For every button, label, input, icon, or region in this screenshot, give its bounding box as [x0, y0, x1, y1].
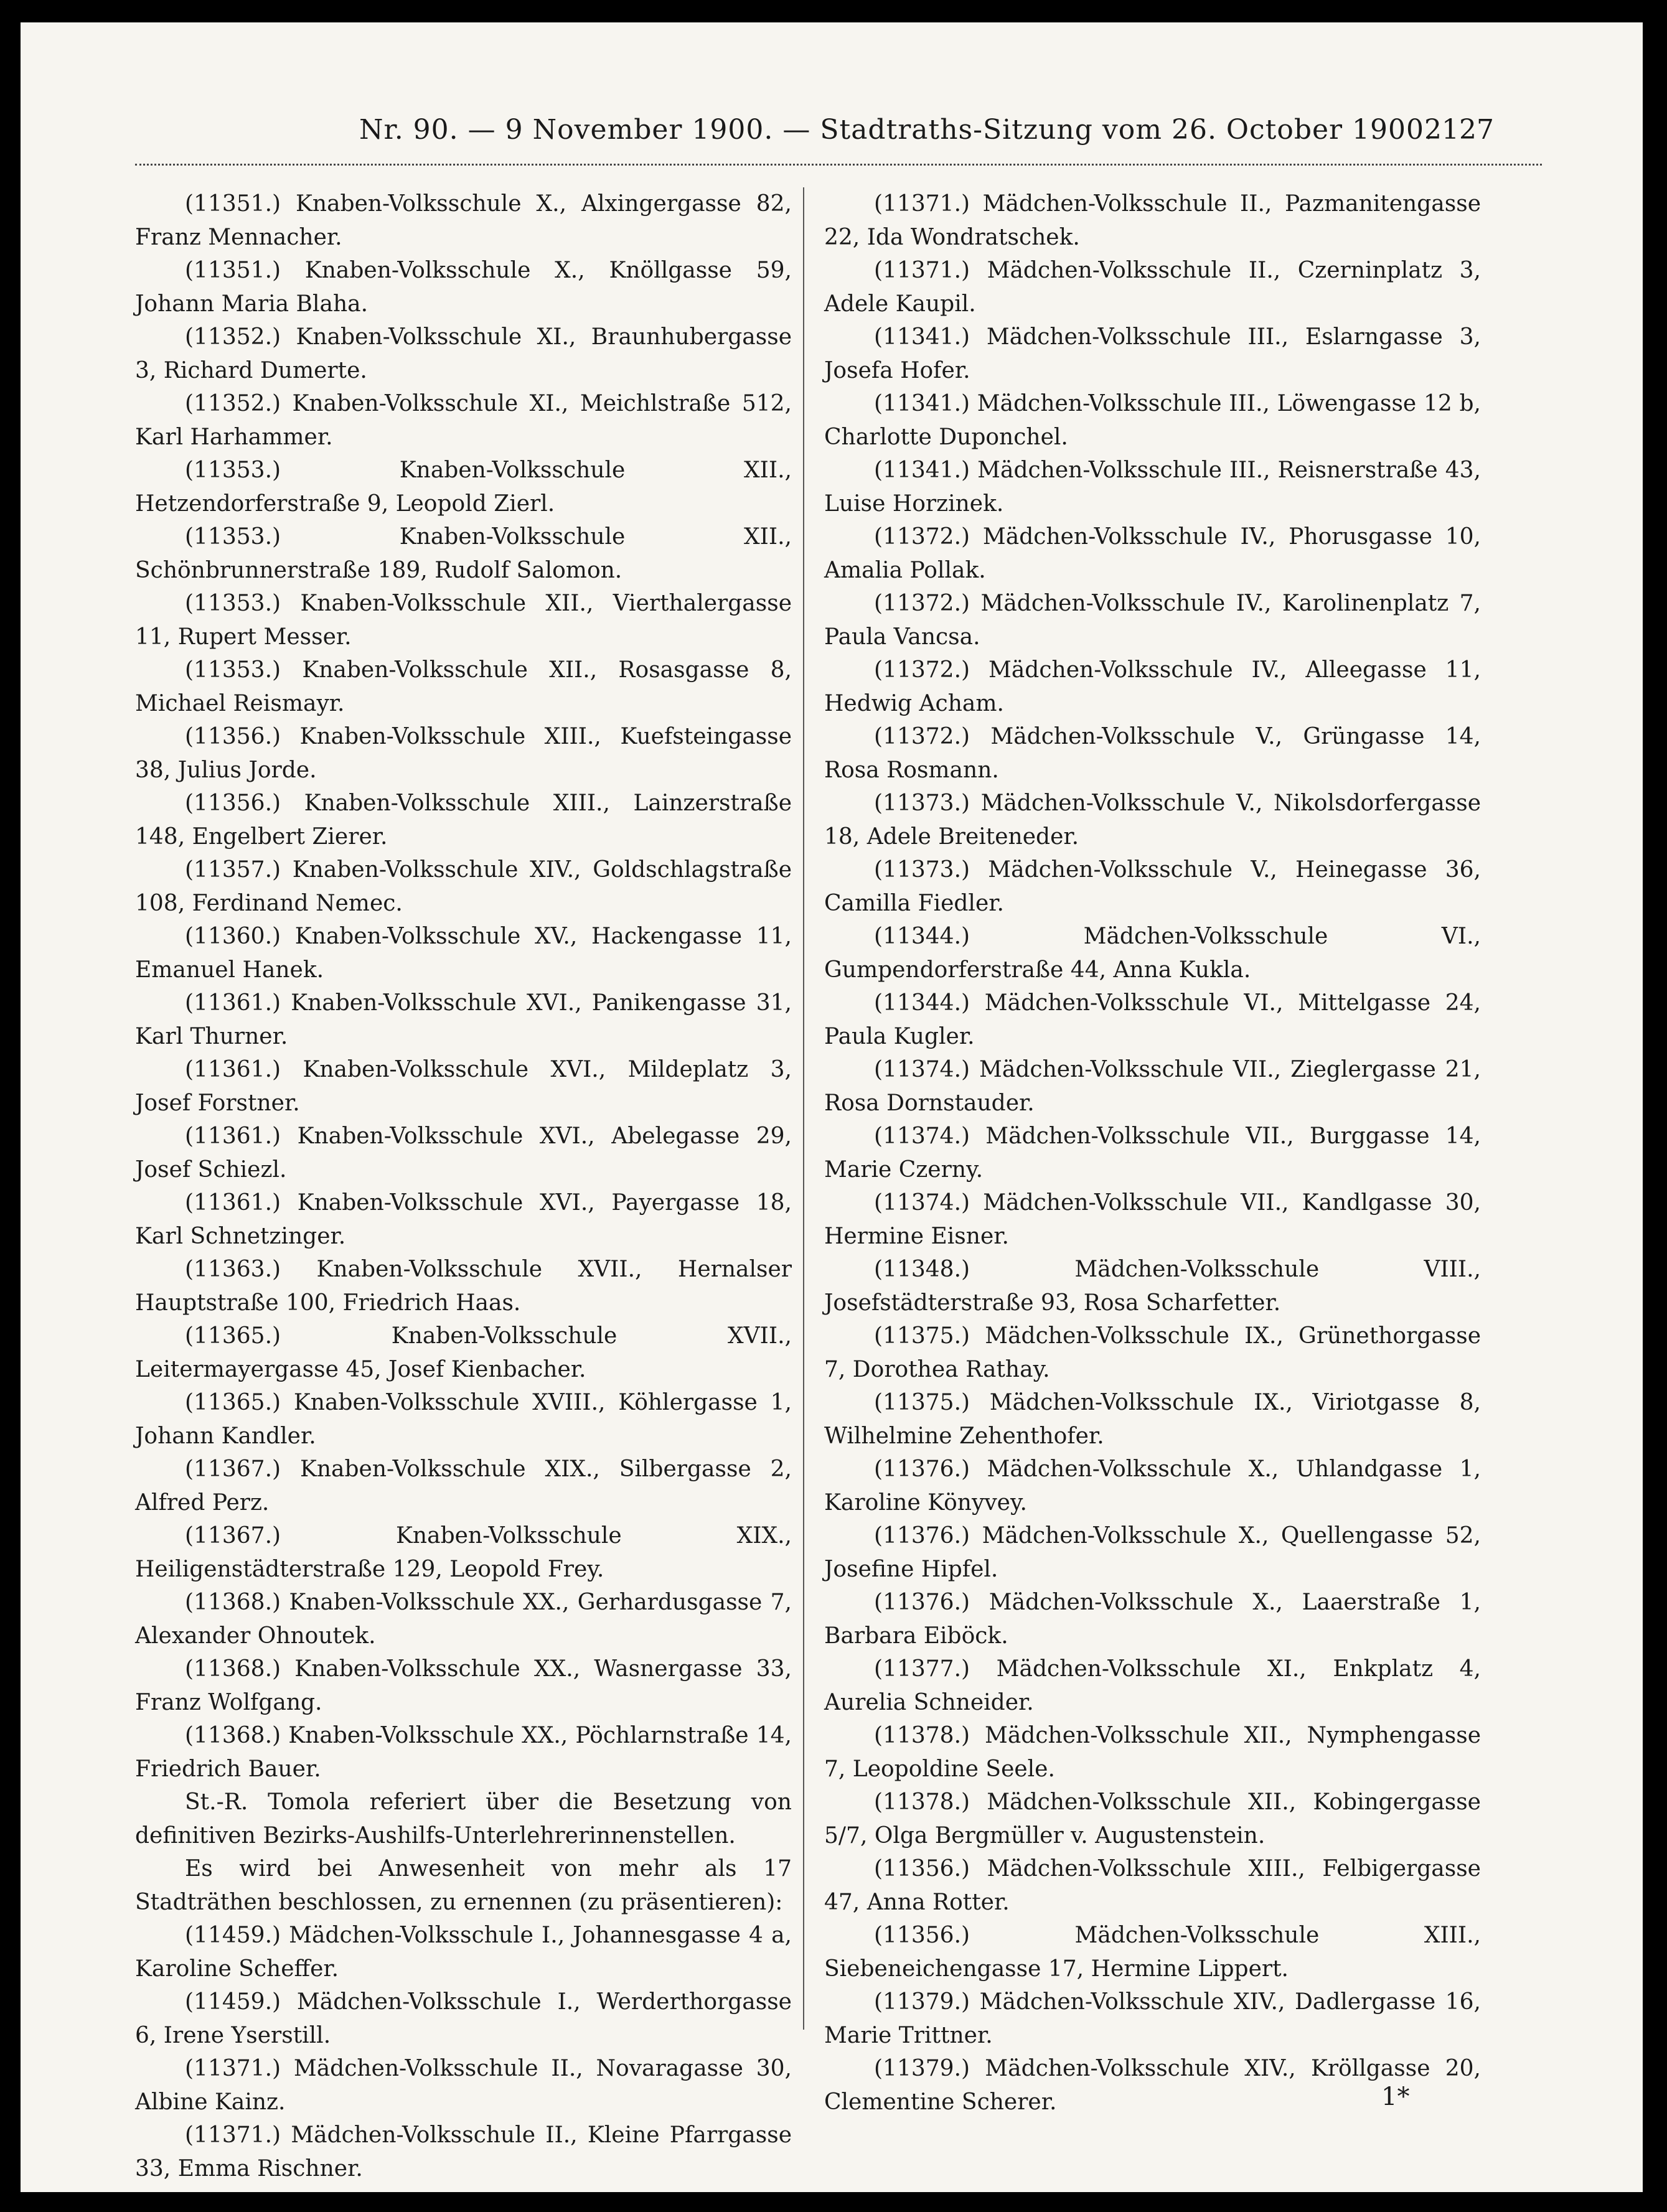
- right-column: [824, 187, 1481, 2115]
- header-title: Nr. 90. — 9 November 1900. — Stadtraths-Sitzung vom 26. October 1900.: [359, 114, 1434, 146]
- entry-paragraph: (11372.) Mädchen-Volksschule IV., Phorusgasse 10, Amalia Pollak.: [824, 524, 1481, 583]
- entry-paragraph: (11368.) Knaben-Volksschule XX., Pöchlarnstraße 14, Friedrich Bauer.: [135, 1723, 792, 1782]
- entry-paragraph: (11356.) Mädchen-Volksschule XIII., Felbigergasse 47, Anna Rotter.: [824, 1856, 1481, 1915]
- entry-paragraph: (11371.) Mädchen-Volksschule II., Czerninplatz 3, Adele Kaupil.: [824, 258, 1481, 317]
- entry-paragraph: (11361.) Knaben-Volksschule XVI., Panikengasse 31, Karl Thurner.: [135, 990, 792, 1049]
- entry-paragraph: (11367.) Knaben-Volksschule XIX., Silbergasse 2, Alfred Perz.: [135, 1456, 792, 1516]
- entry-paragraph: (11341.) Mädchen-Volksschule III., Reisnerstraße 43, Luise Horzinek.: [824, 457, 1481, 517]
- entry-paragraph: (11351.) Knaben-Volksschule X., Alxingergasse 82, Franz Mennacher.: [135, 191, 792, 250]
- left-column: [135, 187, 792, 2182]
- entry-paragraph: (11371.) Mädchen-Volksschule II., Pazmanitengasse 22, Ida Wondratschek.: [824, 191, 1481, 250]
- entry-paragraph: (11367.) Knaben-Volksschule XIX., Heiligenstädterstraße 129, Leopold Frey.: [135, 1523, 792, 1582]
- entry-paragraph: (11379.) Mädchen-Volksschule XIV., Kröllgasse 20, Clementine Scherer.: [824, 2056, 1481, 2115]
- entry-paragraph: (11353.) Knaben-Volksschule XII., Vierthalergasse 11, Rupert Messer.: [135, 591, 792, 650]
- entry-paragraph: (11353.) Knaben-Volksschule XII., Rosasgasse 8, Michael Reismayr.: [135, 657, 792, 716]
- entry-paragraph: (11373.) Mädchen-Volksschule V., Nikolsdorfergasse 18, Adele Breiteneder.: [824, 790, 1481, 850]
- entry-paragraph: (11368.) Knaben-Volksschule XX., Gerhardusgasse 7, Alexander Ohnoutek.: [135, 1590, 792, 1649]
- entry-paragraph: (11357.) Knaben-Volksschule XIV., Goldschlagstraße 108, Ferdinand Nemec.: [135, 857, 792, 916]
- entry-paragraph: (11374.) Mädchen-Volksschule VII., Zieglergasse 21, Rosa Dornstauder.: [824, 1057, 1481, 1116]
- entry-paragraph: (11353.) Knaben-Volksschule XII., Schönbrunnerstraße 189, Rudolf Salomon.: [135, 524, 792, 583]
- entry-paragraph: (11378.) Mädchen-Volksschule XII., Kobingergasse 5/7, Olga Bergmüller v. Augustenstein.: [824, 1789, 1481, 1849]
- entry-paragraph: (11360.) Knaben-Volksschule XV., Hackengasse 11, Emanuel Hanek.: [135, 924, 792, 983]
- entry-paragraph: (11376.) Mädchen-Volksschule X., Uhlandgasse 1, Karoline Könyvey.: [824, 1456, 1481, 1516]
- entry-paragraph: Es wird bei Anwesenheit von mehr als 17 Stadträthen beschlossen, zu ernennen (zu präsentieren):: [135, 1856, 792, 1915]
- entry-paragraph: (11378.) Mädchen-Volksschule XII., Nymphengasse 7, Leopoldine Seele.: [824, 1723, 1481, 1782]
- entry-paragraph: (11361.) Knaben-Volksschule XVI., Payergasse 18, Karl Schnetzinger.: [135, 1190, 792, 1249]
- entry-paragraph: (11373.) Mädchen-Volksschule V., Heinegasse 36, Camilla Fiedler.: [824, 857, 1481, 916]
- entry-paragraph: (11341.) Mädchen-Volksschule III., Löwengasse 12 b, Charlotte Duponchel.: [824, 391, 1481, 450]
- entry-paragraph: (11459.) Mädchen-Volksschule I., Johannesgasse 4 a, Karoline Scheffer.: [135, 1923, 792, 1982]
- entry-paragraph: (11361.) Knaben-Volksschule XVI., Abelegasse 29, Josef Schiezl.: [135, 1123, 792, 1183]
- entry-paragraph: (11365.) Knaben-Volksschule XVIII., Köhlergasse 1, Johann Kandler.: [135, 1390, 792, 1449]
- signature-mark: 1*: [1381, 2083, 1410, 2111]
- entry-paragraph: (11374.) Mädchen-Volksschule VII., Kandlgasse 30, Hermine Eisner.: [824, 1190, 1481, 1249]
- entry-paragraph: (11348.) Mädchen-Volksschule VIII., Josefstädterstraße 93, Rosa Scharfetter.: [824, 1257, 1481, 1316]
- entry-paragraph: (11361.) Knaben-Volksschule XVI., Mildeplatz 3, Josef Forstner.: [135, 1057, 792, 1116]
- entry-paragraph: (11372.) Mädchen-Volksschule IV., Karolinenplatz 7, Paula Vancsa.: [824, 591, 1481, 650]
- entry-paragraph: (11351.) Knaben-Volksschule X., Knöllgasse 59, Johann Maria Blaha.: [135, 258, 792, 317]
- entry-paragraph: (11376.) Mädchen-Volksschule X., Laaerstraße 1, Barbara Eiböck.: [824, 1590, 1481, 1649]
- entry-paragraph: (11375.) Mädchen-Volksschule IX., Grünethorgasse 7, Dorothea Rathay.: [824, 1323, 1481, 1382]
- document-page: [21, 22, 1643, 2192]
- entry-paragraph: (11372.) Mädchen-Volksschule V., Grüngasse 14, Rosa Rosmann.: [824, 724, 1481, 783]
- page-number: 2127: [1424, 114, 1494, 146]
- entry-paragraph: (11377.) Mädchen-Volksschule XI., Enkplatz 4, Aurelia Schneider.: [824, 1656, 1481, 1715]
- entry-paragraph: (11374.) Mädchen-Volksschule VII., Burggasse 14, Marie Czerny.: [824, 1123, 1481, 1183]
- entry-paragraph: (11363.) Knaben-Volksschule XVII., Hernalser Hauptstraße 100, Friedrich Haas.: [135, 1257, 792, 1316]
- entry-paragraph: (11459.) Mädchen-Volksschule I., Werderthorgasse 6, Irene Yserstill.: [135, 1989, 792, 2048]
- entry-paragraph: (11368.) Knaben-Volksschule XX., Wasnergasse 33, Franz Wolfgang.: [135, 1656, 792, 1715]
- entry-paragraph: (11375.) Mädchen-Volksschule IX., Viriotgasse 8, Wilhelmine Zehenthofer.: [824, 1390, 1481, 1449]
- entry-paragraph: (11341.) Mädchen-Volksschule III., Eslarngasse 3, Josefa Hofer.: [824, 324, 1481, 383]
- entry-paragraph: (11371.) Mädchen-Volksschule II., Novaragasse 30, Albine Kainz.: [135, 2056, 792, 2115]
- entry-paragraph: (11365.) Knaben-Volksschule XVII., Leitermayergasse 45, Josef Kienbacher.: [135, 1323, 792, 1382]
- entry-paragraph: (11376.) Mädchen-Volksschule X., Quellengasse 52, Josefine Hipfel.: [824, 1523, 1481, 1582]
- entry-paragraph: (11379.) Mädchen-Volksschule XIV., Dadlergasse 16, Marie Trittner.: [824, 1989, 1481, 2048]
- entry-paragraph: (11356.) Knaben-Volksschule XIII., Lainzerstraße 148, Engelbert Zierer.: [135, 790, 792, 850]
- entry-paragraph: (11344.) Mädchen-Volksschule VI., Mittelgasse 24, Paula Kugler.: [824, 990, 1481, 1049]
- entry-paragraph: (11344.) Mädchen-Volksschule VI., Gumpendorferstraße 44, Anna Kukla.: [824, 924, 1481, 983]
- entry-paragraph: (11371.) Mädchen-Volksschule II., Kleine Pfarrgasse 33, Emma Rischner.: [135, 2122, 792, 2182]
- entry-paragraph: (11356.) Knaben-Volksschule XIII., Kuefsteingasse 38, Julius Jorde.: [135, 724, 792, 783]
- entry-paragraph: (11356.) Mädchen-Volksschule XIII., Siebeneichengasse 17, Hermine Lippert.: [824, 1923, 1481, 1982]
- entry-paragraph: (11352.) Knaben-Volksschule XI., Braunhubergasse 3, Richard Dumerte.: [135, 324, 792, 383]
- entry-paragraph: (11372.) Mädchen-Volksschule IV., Alleegasse 11, Hedwig Acham.: [824, 657, 1481, 716]
- column-divider: [803, 187, 804, 2030]
- page-header: [21, 114, 1643, 157]
- entry-paragraph: St.-R. Tomola referiert über die Besetzung von definitiven Bezirks-Aushilfs-Unterlehrerinnenstellen.: [135, 1789, 792, 1849]
- entry-paragraph: (11352.) Knaben-Volksschule XI., Meichlstraße 512, Karl Harhammer.: [135, 391, 792, 450]
- entry-paragraph: (11353.) Knaben-Volksschule XII., Hetzendorferstraße 9, Leopold Zierl.: [135, 457, 792, 517]
- header-rule: [135, 164, 1542, 172]
